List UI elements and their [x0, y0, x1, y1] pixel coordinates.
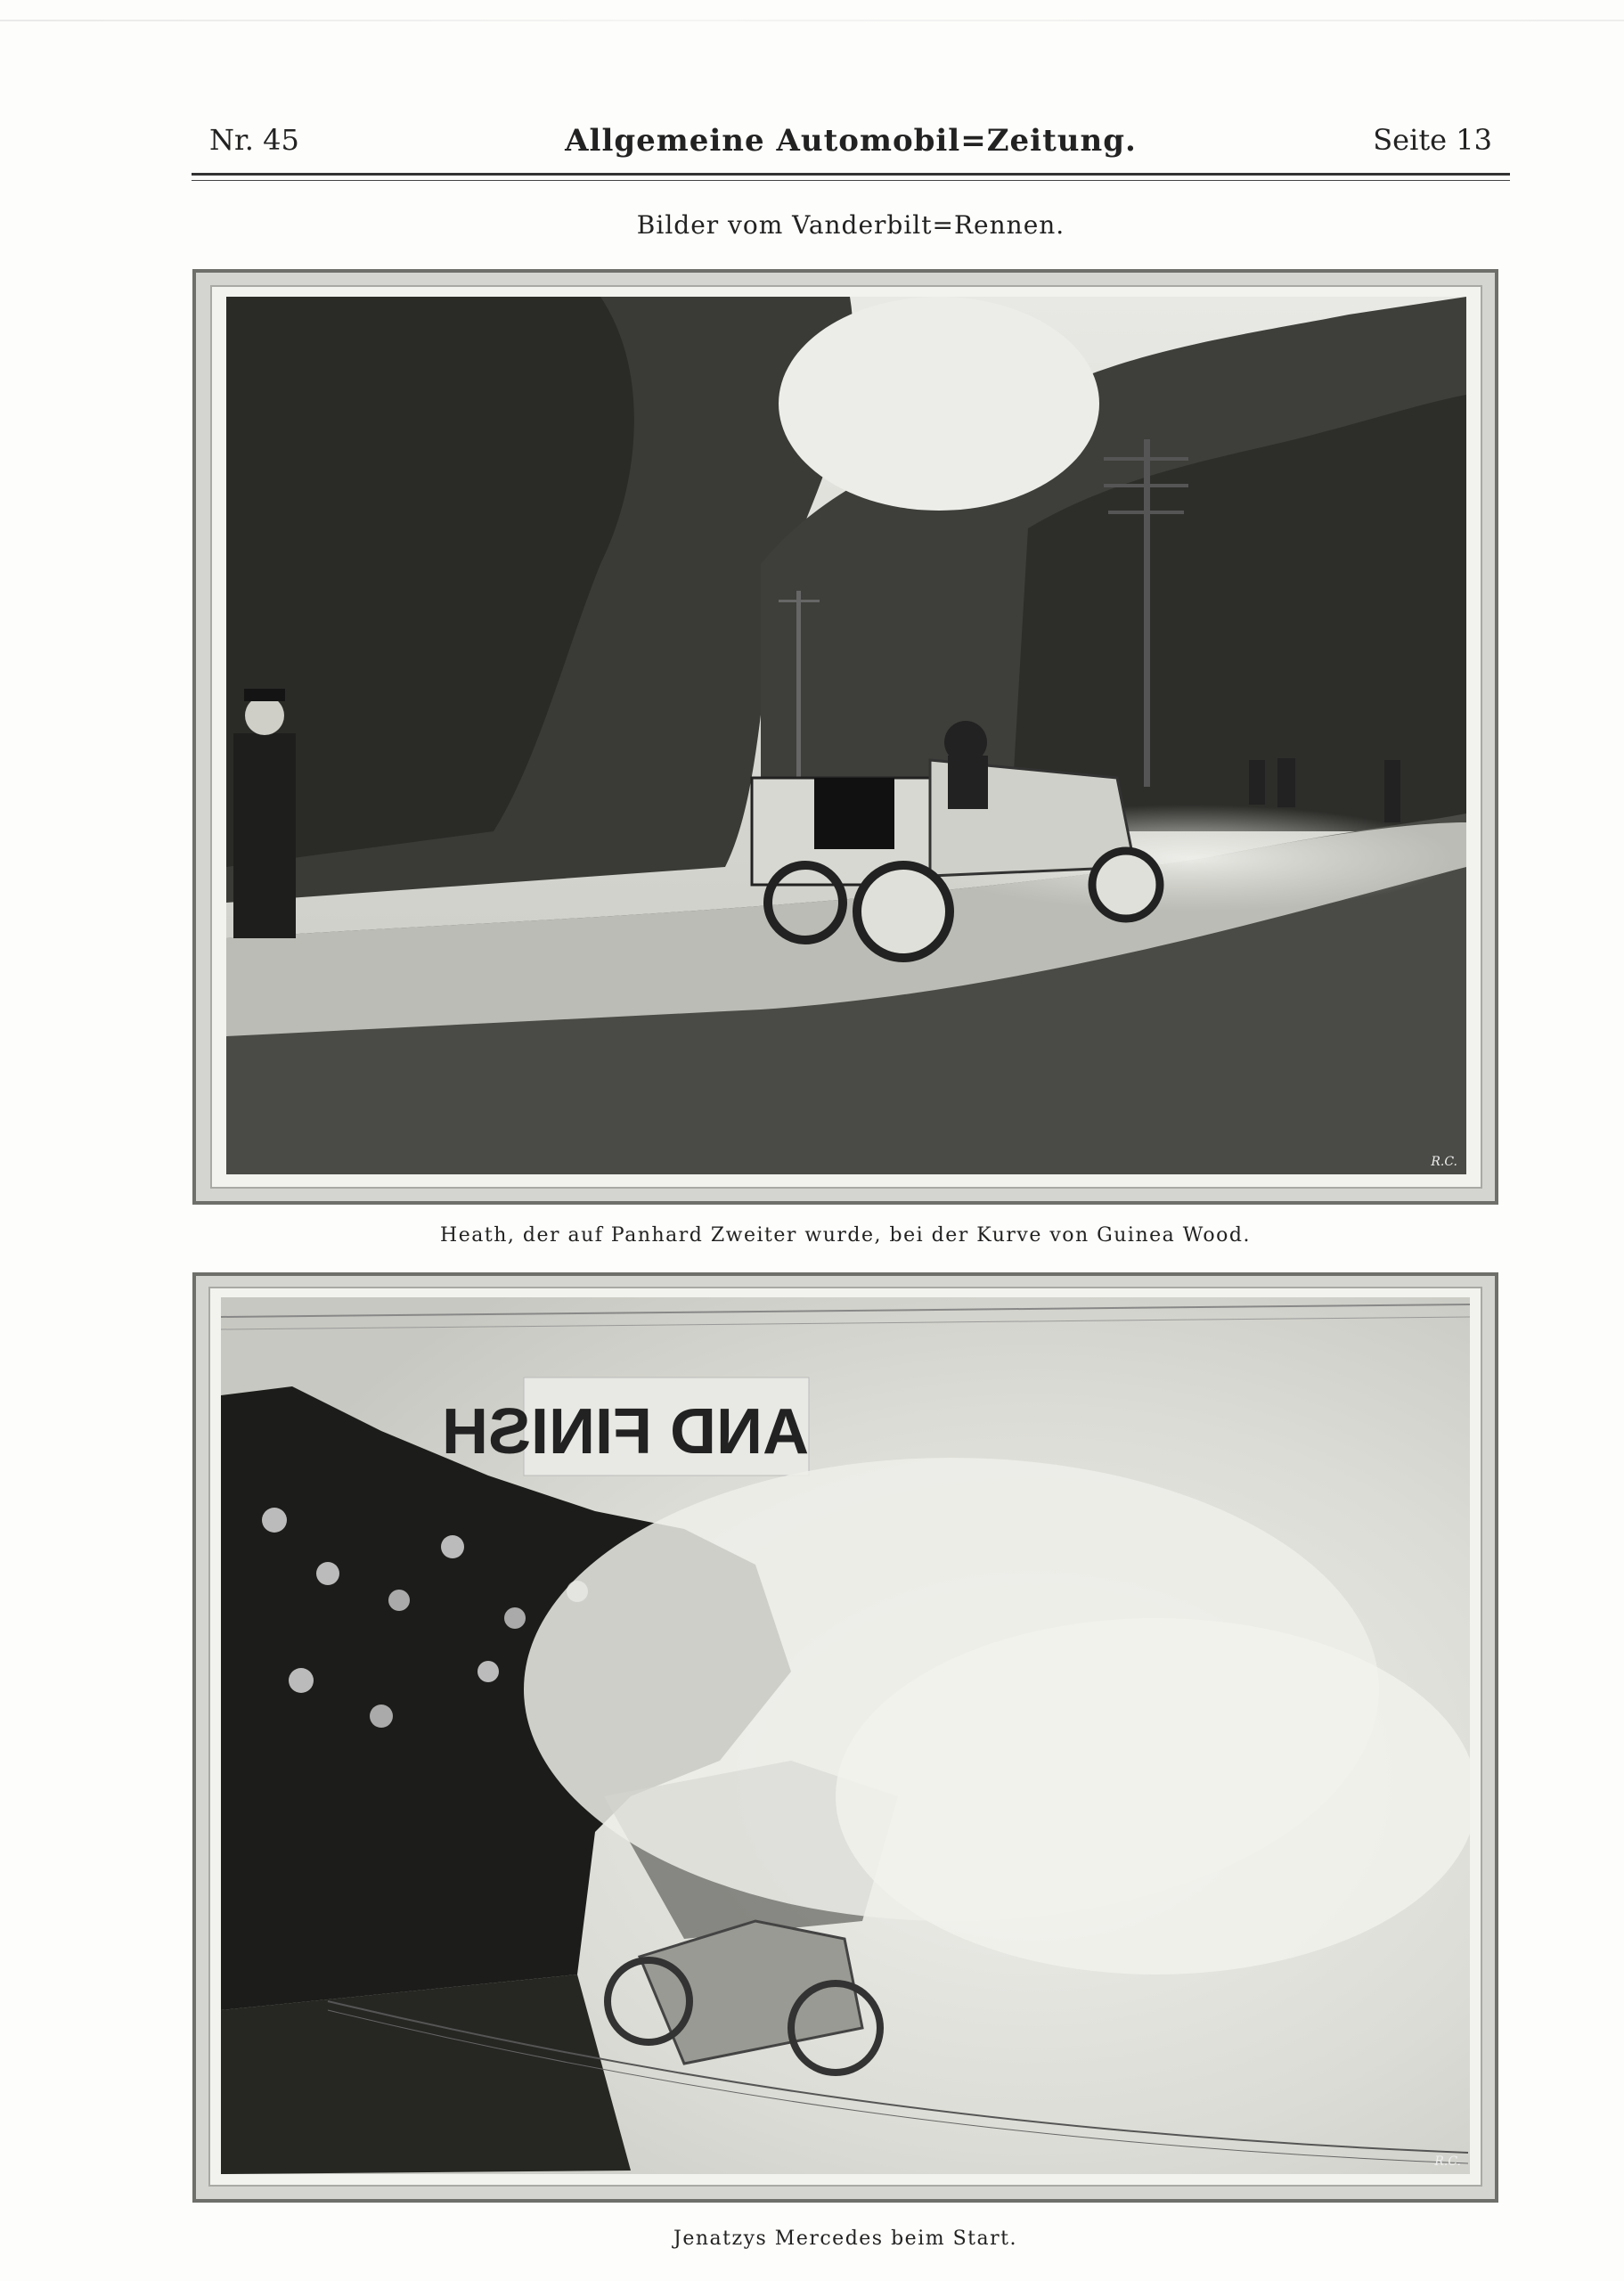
photo-1-image	[226, 297, 1466, 1174]
finish-banner-text: AND FINISH	[442, 1396, 809, 1468]
page-header	[192, 123, 1510, 176]
masthead-title: Allgemeine Automobil=Zeitung.	[565, 123, 1137, 159]
issue-number: Nr. 45	[209, 123, 299, 157]
page-number: Seite 13	[1373, 123, 1492, 157]
photo-1-caption: Heath, der auf Panhard Zweiter wurde, bei der Kurve von Guinea Wood.	[440, 1224, 1251, 1247]
header-rule-thick	[192, 173, 1510, 176]
section-title: Bilder vom Vanderbilt=Rennen.	[636, 210, 1065, 240]
photo-1-initials: R.C.	[1431, 1155, 1457, 1169]
photo-race-start	[221, 1297, 1470, 2174]
scan-edge	[0, 20, 1624, 21]
header-rule-thin	[192, 180, 1510, 181]
photo-race-car-curve	[226, 297, 1466, 1174]
photo-2-initials: R.C.	[1434, 2154, 1461, 2169]
photo-2-caption: Jenatzys Mercedes beim Start.	[673, 2228, 1017, 2250]
photo-2-image	[221, 1297, 1470, 2174]
